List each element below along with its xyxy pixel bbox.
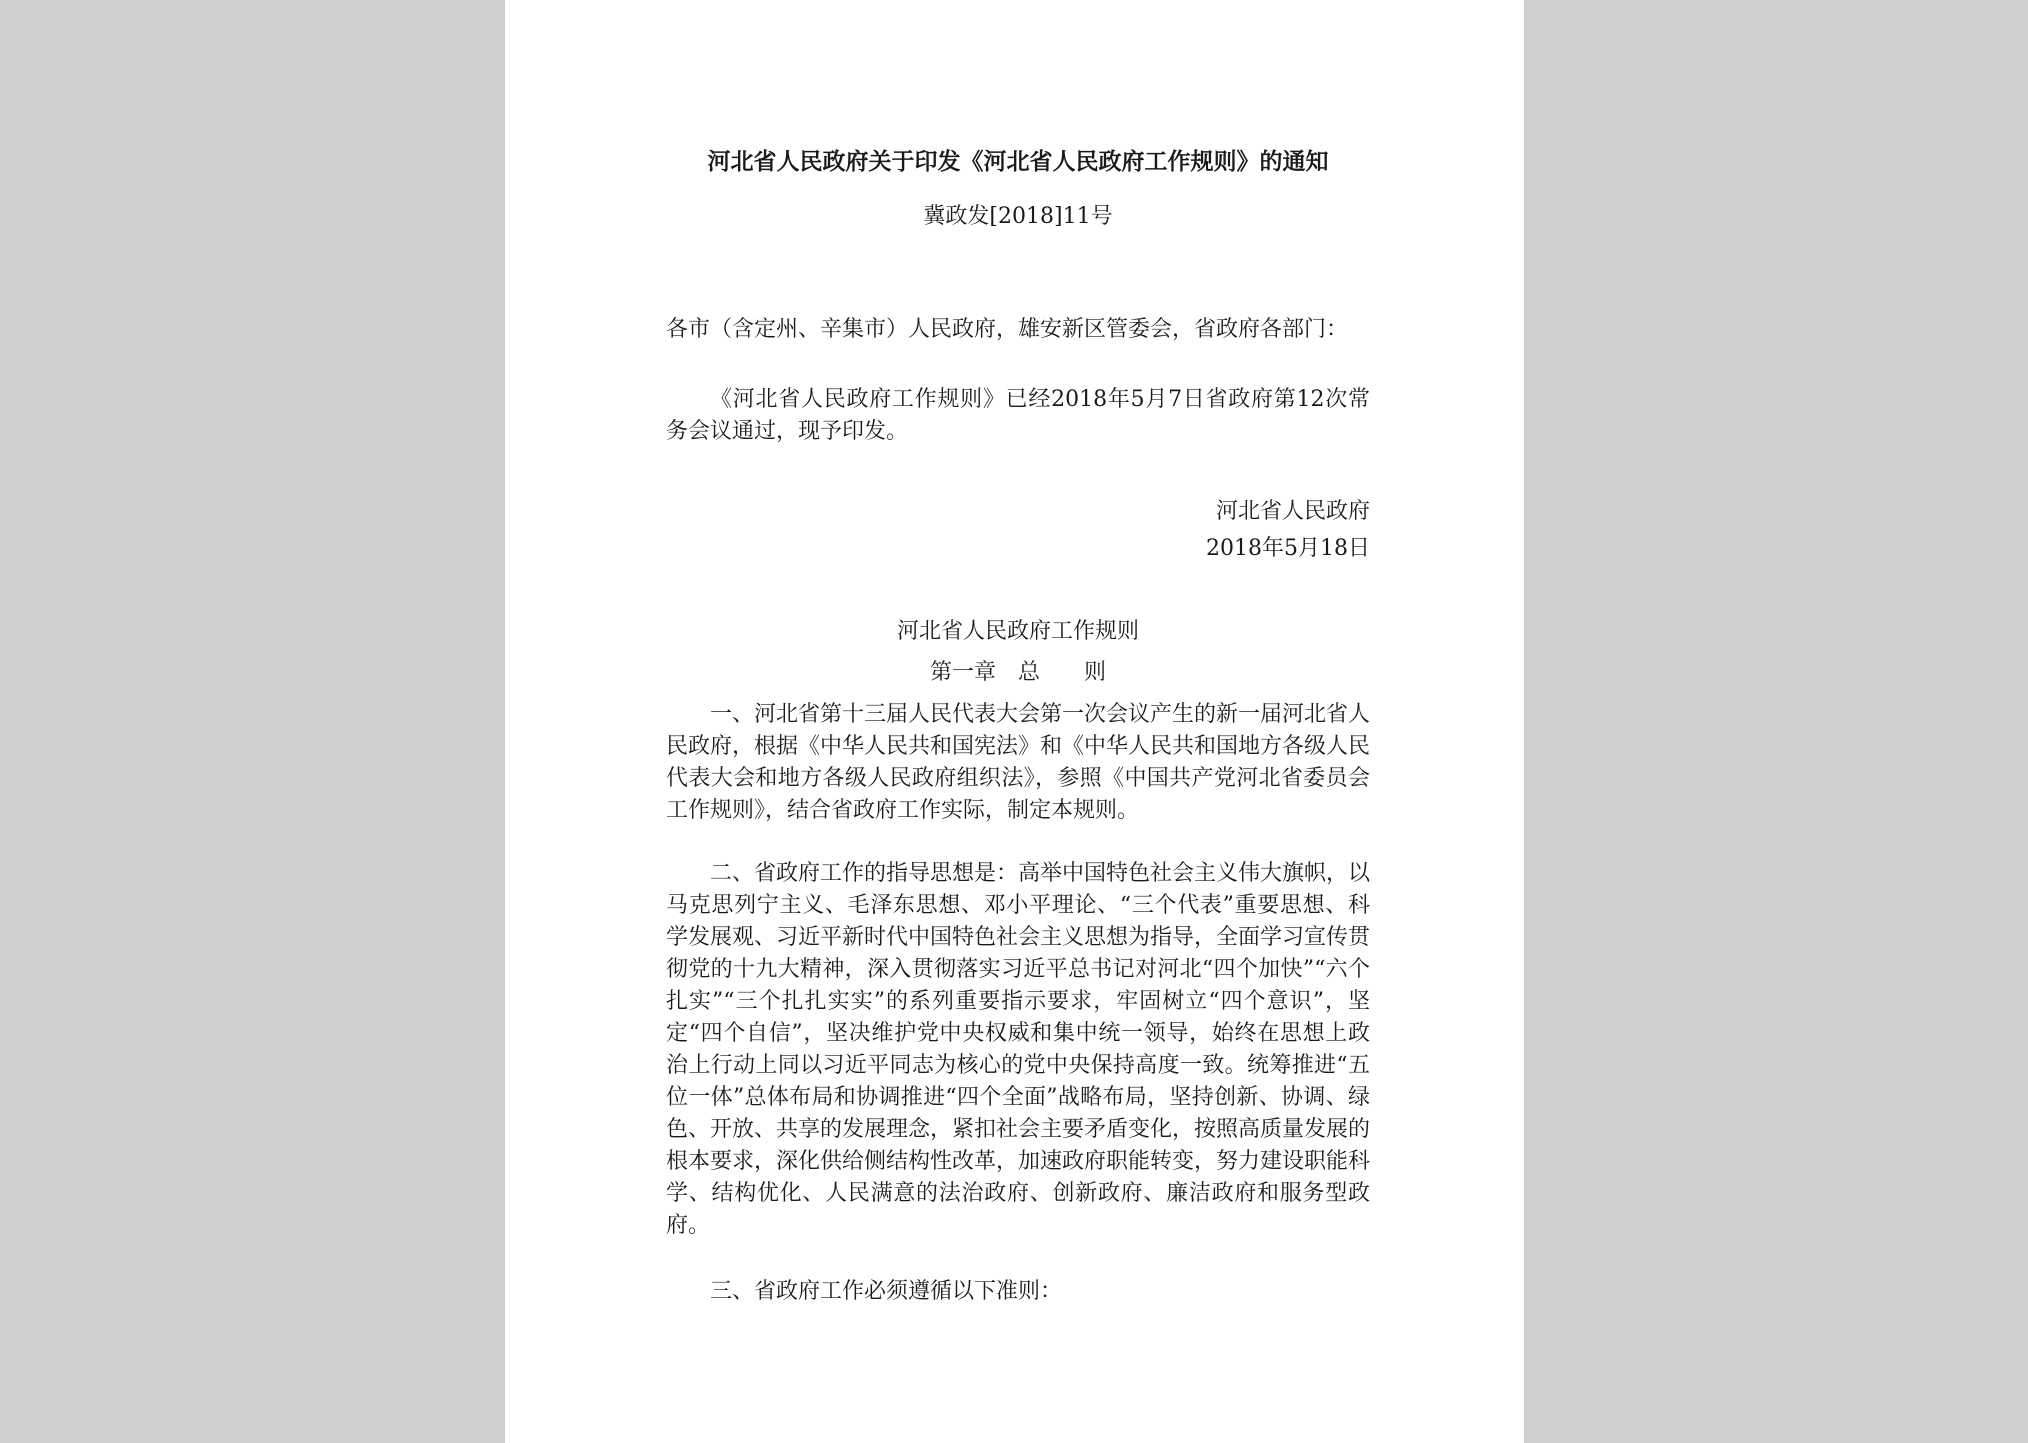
addressee-line: 各市（含定州、辛集市）人民政府，雄安新区管委会，省政府各部门： [666,317,1349,342]
article-paragraph: 一、河北省第十三届人民代表大会第一次会议产生的新一届河北省人民政府，根据《中华人民共和国宪法》和《中华人民共和国地方各级人民代表大会和地方各级人民政府组织法》，参照《中国共产党河北省委员会工作规则》，结合省政府工作实际，制定本规则。 [666,702,1371,823]
rules-title: 河北省人民政府工作规则 [896,619,1139,644]
article-paragraph: 三、省政府工作必须遵循以下准则： [710,1279,1063,1304]
issue-date: 2018年5月18日 [1206,536,1370,561]
intro-paragraph: 《河北省人民政府工作规则》已经2018年5月7日省政府第12次常务会议通过，现予印发。 [666,387,1370,444]
document-page [505,0,1524,1443]
document-title: 河北省人民政府关于印发《河北省人民政府工作规则》的通知 [707,148,1329,175]
article-paragraph: 二、省政府工作的指导思想是：高举中国特色社会主义伟大旗帜，以马克思列宁主义、毛泽东思想、邓小平理论、“三个代表”重要思想、科学发展观、习近平新时代中国特色社会主义思想为指导，全面学习宣传贯彻党的十九大精神，深入贯彻落实习近平总书记对河北“四个加快”“六个扎实”“三个扎扎实实”的系列重要指示要求，牢固树立“四个意识”，坚定“四个自信”，坚决维护党中央权威和集中统一领导，始终在思想上政治上行动上同以习近平同志为核心的党中央保持高度一致。统筹推进“五位一体”总体布局和协调推进“四个全面”战略布局，坚持创新、协调、绿色、开放、共享的发展理念，紧扣社会主要矛盾变化，按照高质量发展的根本要求，深化供给侧结构性改革，加速政府职能转变，努力建设职能科学、结构优化、人民满意的法治政府、创新政府、廉洁政府和服务型政府。 [666,861,1371,1238]
issuer-signature: 河北省人民政府 [1215,499,1370,524]
chapter-title: 第一章 总 则 [929,660,1106,685]
document-number: 冀政发[2018]11号 [923,204,1113,229]
